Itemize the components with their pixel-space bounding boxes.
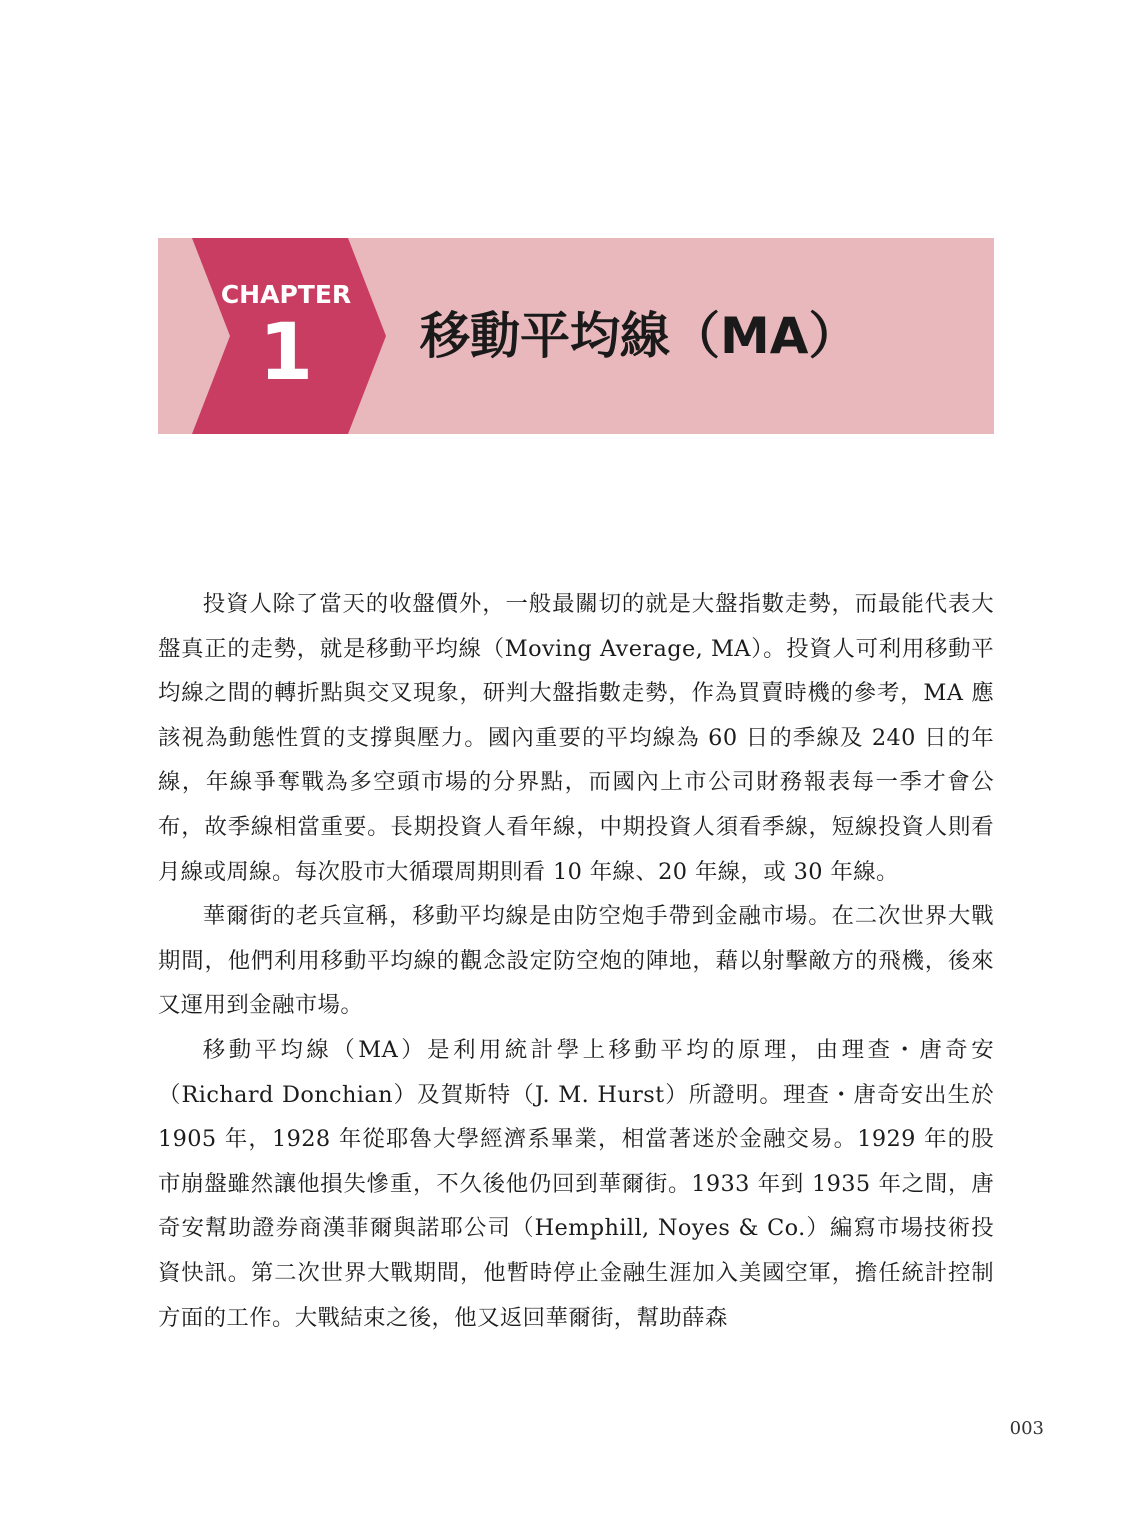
- paragraph-3: 移動平均線（MA）是利用統計學上移動平均的原理，由理查・唐奇安（Richard Donchian）及賀斯特（J. M. Hurst）所證明。理查・唐奇安出生於 1905 年，1928 年從耶魯大學經濟系畢業，相當著迷於金融交易。1929 年的股市崩盤雖然讓他損失慘重，不久後他仍回到華爾街。1933 年到 1935 年之間，唐奇安幫助證券商漢菲爾與諾耶公司（Hemphill, Noyes & Co.）編寫市場技術投資快訊。第二次世界大戰期間，他暫時停止金融生涯加入美國空軍，擔任統計控制方面的工作。大戰結束之後，他又返回華爾街，幫助薛森: [158, 1036, 994, 1331]
- paragraph-2: 華爾街的老兵宣稱，移動平均線是由防空炮手帶到金融市場。在二次世界大戰期間，他們利用移動平均線的觀念設定防空炮的陣地，藉以射擊敵方的飛機，後來又運用到金融市場。: [158, 903, 994, 1019]
- chapter-label: CHAPTER: [220, 280, 352, 309]
- page-number: 003: [1009, 1418, 1044, 1439]
- chapter-title: 移動平均線（MA）: [420, 307, 859, 365]
- body-text: [158, 582, 994, 1340]
- paragraph-1: 投資人除了當天的收盤價外，一般最關切的就是大盤指數走勢，而最能代表大盤真正的走勢，就是移動平均線（Moving Average, MA）。投資人可利用移動平均線之間的轉折點與交叉現象，研判大盤指數走勢，作為買賣時機的參考，MA 應該視為動態性質的支撐與壓力。國內重要的平均線為 60 日的季線及 240 日的年線，年線爭奪戰為多空頭市場的分界點，而國內上市公司財務報表每一季才會公布，故季線相當重要。長期投資人看年線，中期投資人須看季線，短線投資人則看月線或周線。每次股市大循環周期則看 10 年線、20 年線，或 30 年線。: [158, 591, 994, 885]
- chapter-banner: [158, 238, 994, 434]
- chapter-number: 1: [258, 308, 314, 398]
